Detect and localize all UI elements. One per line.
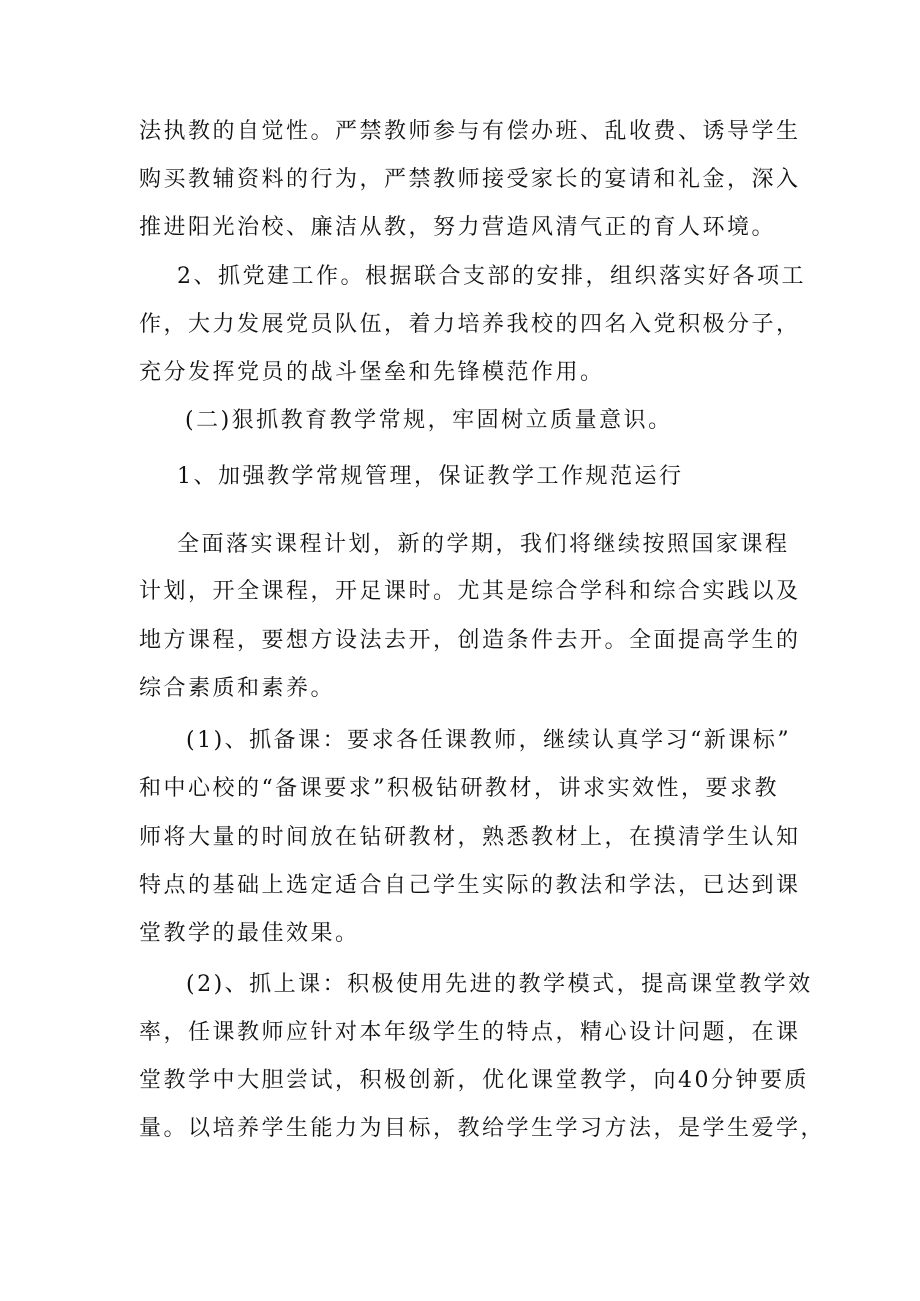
paragraph-line: 堂教学的最佳效果。: [139, 921, 360, 946]
paragraph-line: 计划，开全课程，开足课时。尤其是综合学科和综合实践以及: [139, 579, 801, 604]
paragraph-line: 购买教辅资料的行为，严禁教师接受家长的宴请和礼金，深入: [139, 167, 801, 192]
paragraph-line: 充分发挥党员的战斗堡垒和先锋模范作用。: [139, 360, 605, 385]
paragraph-line: 综合素质和素养。: [139, 676, 336, 701]
paragraph-line: 师将大量的时间放在钻研教材，熟悉教材上，在摸清学生认知: [139, 825, 801, 850]
paragraph-line: 量。以培养学生能力为目标，教给学生学习方法，是学生爱学，: [139, 1116, 826, 1141]
paragraph-line: (1)、抓备课：要求各任课教师，继续认真学习“新课标”: [186, 728, 792, 753]
paragraph-line: 地方课程，要想方设法去开，创造条件去开。全面提高学生的: [139, 628, 801, 653]
paragraph-line: 堂教学中大胆尝试，积极创新，优化课堂教学，向40分钟要质: [139, 1068, 809, 1093]
paragraph-line: 全面落实课程计划，新的学期，我们将继续按照国家课程: [177, 532, 790, 557]
paragraph-line: (2)、抓上课：积极使用先进的教学模式，提高课堂教学效: [186, 972, 813, 997]
subsection-heading: 1、加强教学常规管理，保证教学工作规范运行: [177, 464, 684, 489]
paragraph-line: 推进阳光治校、廉洁从教，努力营造风清气正的育人环境。: [139, 215, 777, 240]
paragraph-line: 率，任课教师应针对本年级学生的特点，精心设计问题，在课: [139, 1020, 801, 1045]
paragraph-line: 和中心校的“备课要求”积极钻研教材，讲求实效性，要求教: [139, 776, 779, 801]
paragraph-line: 作，大力发展党员队伍，着力培养我校的四名入党积极分子，: [139, 312, 801, 337]
paragraph-line: 特点的基础上选定适合自己学生实际的教法和学法，已达到课: [139, 873, 801, 898]
paragraph-line: 2、抓党建工作。根据联合支部的安排，组织落实好各项工: [177, 264, 806, 289]
section-heading: (二)狠抓教育教学常规，牢固树立质量意识。: [185, 408, 673, 433]
paragraph-line: 法执教的自觉性。严禁教师参与有偿办班、乱收费、诱导学生: [139, 119, 801, 144]
